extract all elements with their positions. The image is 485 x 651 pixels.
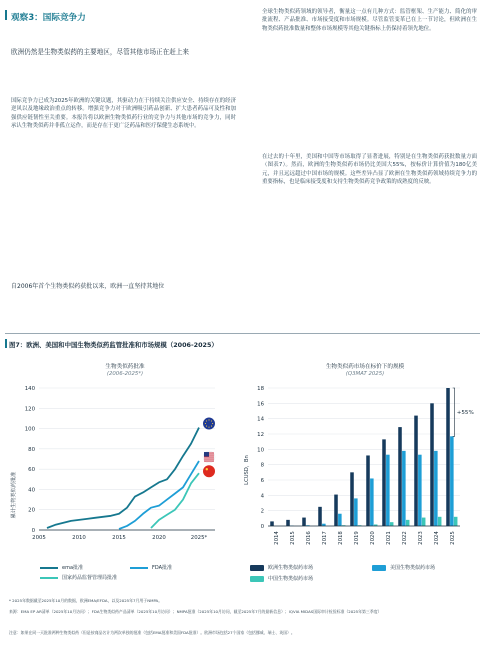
growth-bracket [453,388,455,436]
right-x-tick: 2023 [417,531,424,545]
footnote-2: 来源：EMA EP AR清单（2025年10月访问）；FDA生物类似药产品清单（2025年10月访问）；NMPA批准（2025年10月访问，截至2025年7月的最新信息）；IQVIA MIDAS国际审计检验标准（2025年第三季度） [9,609,382,614]
legend-fda [130,564,172,571]
right-chart-title: 生物类似药市场在标价下的规模 [325,364,405,370]
legend-cn-label: 中国生物类似药市场 [268,576,314,582]
us-flag-icon [203,451,215,463]
section-subheading: 欧洲仍然是生物类似药的主要地区，尽管其他市场正在赶上来 [11,48,190,56]
right-bar-0 [414,416,418,526]
legend-eu-label: 欧洲生物类似药市场 [268,565,314,571]
paragraph-1: 国际竞争力已成为2025年欧洲的关键议题，其驱动力在于持续关注供应安全、持续存在的经济逆风以及地缘政治重点的转移。增强竞争力对于欧洲吸引药品创新、扩大患者药品可及性和加强供应链韧性至关重要。本报告将以欧洲生物类似药行业的竞争力与其他市场的竞争力，同时承认生物类似药并非孤立运作，而是存在于更广泛药品和医疗保健生态系统中。 [11,98,236,130]
left-y-tick: 140 [24,386,35,392]
left-y-tick: 0 [31,528,35,534]
right-bar-0 [398,427,402,526]
legend-eu-swatch [250,565,264,571]
right-y-tick: 14 [257,416,264,423]
right-y-tick: 18 [257,386,264,392]
left-series-line-0 [47,428,199,528]
right-bar-2 [438,517,442,526]
paragraph-3: 在过去的十年里，美国和中国等市场取得了显著进展，特别是在生物类似药获批数量方面（图表7）。然而，欧洲的生物类似药市场仍比美国大55%，按标价计算价值为180亿美元，并且远远超过中国市场的规模。这些差异凸显了欧洲在生物类似药领域持续竞争力的重要指标，也是临床接受度和支持生物类似药竞争政策的成熟度的反映。 [262,154,477,186]
figure-title: 图7：欧洲、美国和中国生物类似药监管批准和市场规模（2006-2025） [9,341,218,349]
heading-accent [5,10,7,20]
right-bar-1 [338,514,342,526]
left-x-tick: 2025* [190,535,208,541]
left-y-tick: 120 [24,406,35,413]
legend-ema [40,564,83,571]
right-y-tick: 16 [257,401,264,408]
legend-us-swatch [372,565,386,571]
section-heading: 观察3：国际竞争力 [11,13,86,23]
legend-fda-swatch [130,567,148,569]
right-bar-1 [402,451,406,526]
right-y-tick: 4 [260,493,264,500]
right-y-tick: 6 [260,478,264,484]
right-bar-1 [434,451,438,526]
legend-us-label: 美国生物类似药市场 [390,565,436,571]
left-x-tick: 2015 [112,535,126,541]
right-chart-subtitle: (Q3MAT 2025) [345,371,385,377]
left-x-tick: 2020 [152,535,166,541]
right-bar-0 [318,507,322,526]
right-x-tick: 2022 [401,531,408,545]
left-x-tick: 2005 [32,535,46,541]
right-x-tick: 2024 [433,531,440,545]
right-bar-1 [354,498,358,526]
right-x-tick: 2021 [385,531,392,545]
eu-flag-icon [203,418,215,430]
right-bar-2 [422,518,426,526]
divider [5,333,480,334]
right-bar-0 [270,521,274,526]
legend-eu-market [250,564,313,571]
right-bar-1 [370,478,374,526]
right-bar-0 [350,472,354,526]
china-flag-icon [203,465,215,477]
growth-annotation: +55% [456,410,474,417]
legend-fda-label: FDA批准 [152,565,173,571]
right-bar-0 [430,403,434,526]
right-x-tick: 2020 [369,531,376,545]
left-y-tick: 40 [28,487,35,494]
right-bar-1 [386,455,390,526]
footnote-1: * 2025年数据截至2025年10月的数据，欧洲EMA/EFDA，以及2025年7月用于NMPA。 [9,598,163,603]
section-subheading-2: 自2006年首个生物类似药获批以来，欧洲一直坚持其地位 [11,283,165,290]
right-x-tick: 2018 [337,531,344,545]
left-chart-subtitle: (2006-2025*) [106,371,144,377]
left-y-tick: 100 [24,426,35,433]
paragraph-2: 全球生物类似药领域的领导者，衡量这一点有几种方式：监管框架、生产能力、简化的审批流程、产品批准、市场接受度和市场规模。尽管监管变革已在上一节讨论，但欧洲在生物类似药批准数量和整体市场规模等其他关键指标上仍保持着领先地位。 [262,9,477,32]
right-bar-2 [454,517,458,526]
left-series-line-2 [151,473,199,528]
right-bar-0 [446,388,450,526]
right-x-tick: 2025 [449,531,456,545]
legend-ema-swatch [40,567,58,569]
left-y-axis-label: 累计生物类似药批准 [11,471,17,519]
right-bar-1 [418,455,422,526]
right-x-tick: 2019 [353,531,360,545]
footnote-3: 注意：如果在同一天批准两种生物类似药（但是按商品名计为两次单独的批准（包括EMA批准和美国FDA批准）。欧洲市场包括27个国家（包括挪威、瑞士、英国）。 [9,630,295,635]
left-y-tick: 20 [28,507,35,514]
legend-nmpa [40,574,117,581]
right-bar-1 [450,436,454,526]
right-bar-0 [334,495,338,526]
right-bar-2 [406,520,410,526]
legend-cn-swatch [250,576,264,582]
right-bar-0 [302,518,306,526]
legend-cn-market [250,575,313,582]
legend-nmpa-label: 国家药品监督管理局批准 [62,575,118,581]
right-x-tick: 2014 [273,531,280,545]
left-y-tick: 80 [28,446,35,453]
right-y-tick: 8 [260,462,264,469]
right-y-tick: 0 [260,524,264,530]
legend-us-market [372,564,435,571]
market-size-bar-chart [238,380,483,560]
right-bar-0 [382,439,386,526]
right-x-tick: 2017 [321,531,328,545]
right-y-tick: 10 [257,447,264,454]
approvals-line-chart [5,380,235,560]
right-bar-2 [390,522,394,526]
left-x-tick: 2010 [72,535,86,541]
right-y-tick: 2 [260,508,264,515]
right-x-tick: 2016 [305,531,312,545]
right-bar-0 [286,520,290,526]
left-chart-title: 生物类似药批准 [105,364,145,370]
legend-nmpa-swatch [40,577,58,579]
right-bar-0 [366,455,370,526]
right-x-tick: 2015 [289,531,296,545]
right-y-tick: 12 [257,432,264,438]
right-y-axis-label: LCUSD，Bn [244,455,250,485]
figure-title-accent [5,339,7,348]
left-y-tick: 60 [28,467,35,474]
legend-ema-label: ema批准 [62,565,84,571]
